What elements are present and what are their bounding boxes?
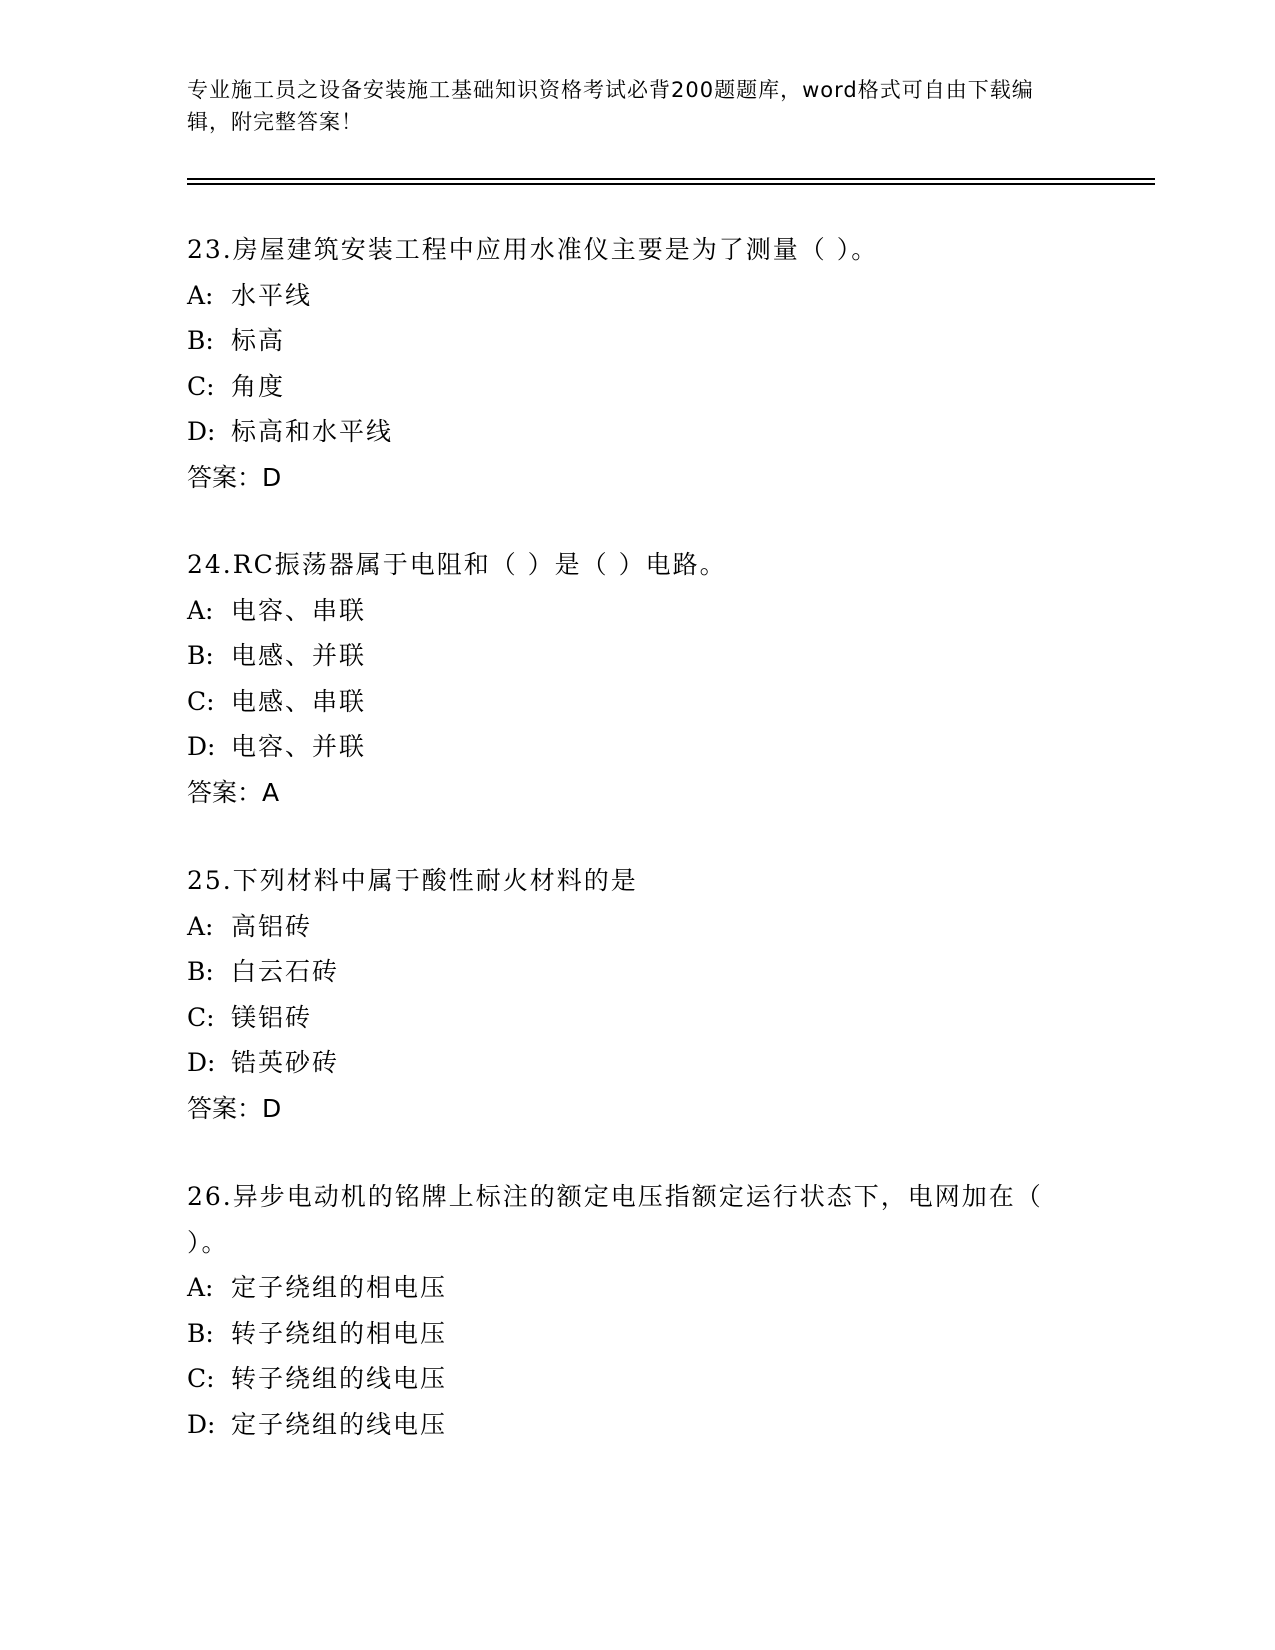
option-text: 转子绕组的相电压 [231, 1318, 448, 1348]
option-a [187, 904, 1107, 950]
option-text: 电感、串联 [231, 686, 367, 716]
option-b [187, 318, 1107, 364]
option-text: 镁铝砖 [231, 1002, 313, 1032]
option-text: 电容、串联 [231, 595, 367, 625]
option-letter: C: [187, 1002, 215, 1032]
option-text: 白云石砖 [231, 957, 340, 986]
answer: 答案：D [187, 1093, 282, 1123]
question-stem: 25.下列材料中属于酸性耐火材料的是 [187, 866, 638, 895]
option-letter: B: [187, 1318, 214, 1348]
option-text: 标高 [231, 326, 286, 355]
option-letter: C: [187, 686, 215, 716]
option-letter: A: [187, 595, 214, 625]
option-letter: A: [187, 280, 214, 310]
option-letter: B: [187, 641, 214, 670]
question-stem: 23.房屋建筑安装工程中应用水准仪主要是为了测量（ ）。 [187, 235, 879, 264]
answer: 答案：D [187, 462, 282, 492]
option-c [187, 679, 1107, 725]
option-b [187, 1311, 1107, 1357]
option-c [187, 364, 1107, 410]
option-b [187, 633, 1107, 679]
option-letter: D: [187, 1409, 216, 1439]
document-header: 专业施工员之设备安装施工基础知识资格考试必背200题题库，word格式可自由下载编辑，附完整答案！ [187, 78, 1034, 134]
option-a [187, 588, 1107, 634]
option-d [187, 1040, 1107, 1086]
option-b [187, 949, 1107, 995]
option-text: 电容、并联 [231, 732, 367, 761]
question-25 [187, 858, 1107, 1131]
question-stem: 24.RC振荡器属于电阻和（ ）是（ ）电路。 [187, 550, 727, 579]
option-text: 锆英砂砖 [231, 1048, 340, 1077]
option-letter: A: [187, 911, 214, 941]
option-d [187, 409, 1107, 455]
question-24 [187, 542, 1107, 815]
option-text: 转子绕组的线电压 [231, 1364, 448, 1393]
option-text: 定子绕组的相电压 [231, 1273, 448, 1302]
option-a [187, 1265, 1107, 1311]
option-text: 标高和水平线 [231, 417, 394, 446]
option-d [187, 1402, 1107, 1448]
option-letter: B: [187, 957, 214, 986]
option-text: 定子绕组的线电压 [231, 1409, 448, 1439]
option-text: 高铝砖 [231, 911, 313, 941]
question-26 [187, 1174, 1107, 1447]
option-c [187, 1356, 1107, 1402]
option-d [187, 724, 1107, 770]
option-letter: C: [187, 371, 215, 401]
header-divider-top [187, 178, 1155, 180]
option-text: 电感、并联 [231, 641, 367, 670]
option-a [187, 273, 1107, 319]
option-letter: A: [187, 1273, 214, 1302]
option-letter: D: [187, 1048, 216, 1077]
option-c [187, 995, 1107, 1041]
header-divider-bottom [187, 183, 1155, 185]
option-letter: C: [187, 1364, 215, 1393]
option-letter: D: [187, 732, 216, 761]
option-letter: B: [187, 326, 214, 355]
option-text: 水平线 [231, 280, 313, 310]
answer: 答案：A [187, 777, 280, 807]
question-stem: 26.异步电动机的铭牌上标注的额定电压指额定运行状态下，电网加在（ ）。 [187, 1182, 1043, 1257]
question-23 [187, 227, 1107, 500]
option-text: 角度 [231, 371, 286, 401]
option-letter: D: [187, 417, 216, 446]
